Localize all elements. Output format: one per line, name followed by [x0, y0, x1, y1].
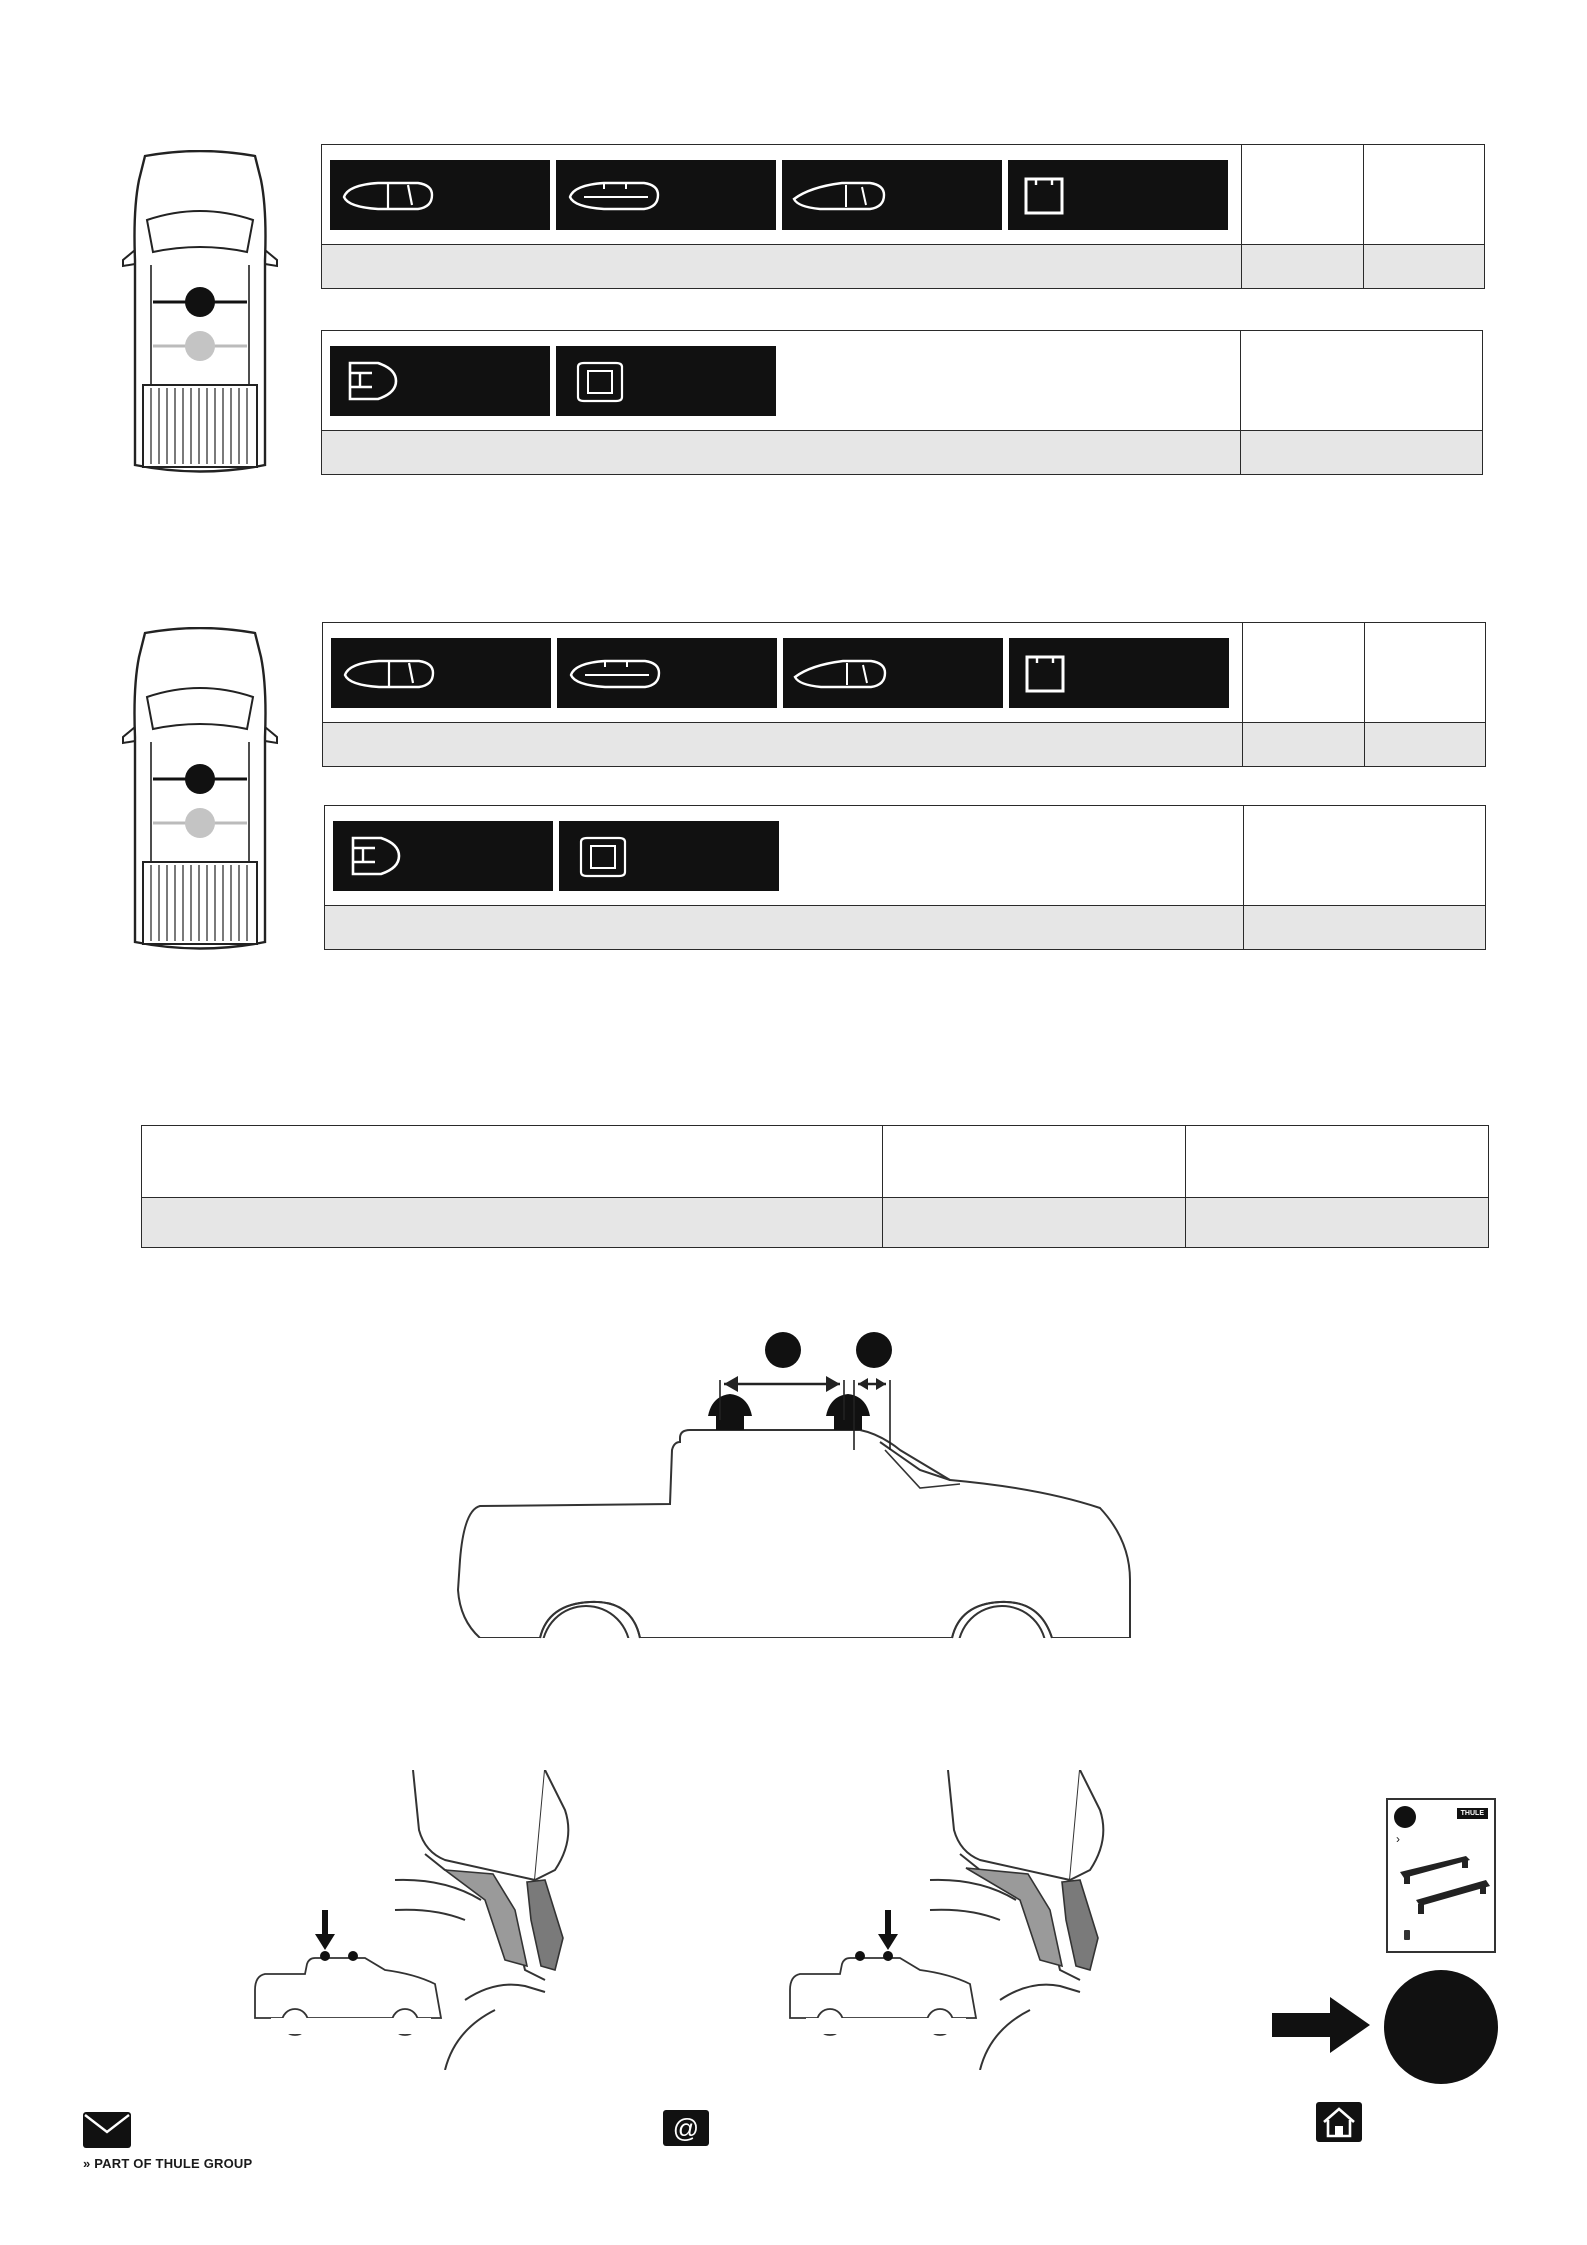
wingbar-evo-icon — [331, 638, 551, 708]
tail-value-a-1 — [322, 431, 1241, 475]
wingbar-edge-flush-icon — [783, 638, 1003, 708]
wingbar-edge-icon — [556, 160, 776, 230]
measurement-table — [141, 1125, 1489, 1248]
dimension-marker-a — [765, 1332, 801, 1368]
vehicle-top-view-b — [115, 627, 285, 952]
mail-icon — [83, 2112, 131, 2148]
instruction-guide-card — [1386, 1798, 1496, 1953]
vehicle-top-view-a — [115, 150, 285, 475]
fitting-step-right — [780, 1770, 1160, 2070]
profile-value-b-1 — [323, 723, 1243, 767]
measure-header-1 — [142, 1126, 883, 1198]
profile-value-a-3 — [1363, 245, 1484, 289]
guide-card-small-icon — [1404, 1930, 1410, 1940]
slidebar-icon — [559, 821, 779, 891]
squarebar-icon — [1008, 160, 1228, 230]
roof-rack-icon — [1396, 1850, 1492, 1920]
thule-group-label: PART OF THULE GROUP — [94, 2156, 253, 2171]
profile-value-a-1 — [322, 245, 1242, 289]
profile-value-b-3 — [1364, 723, 1485, 767]
thule-group-text — [83, 2156, 252, 2171]
thule-logo: THULE — [1457, 1808, 1488, 1819]
roof-foot-front — [708, 1394, 752, 1430]
svg-text:@: @ — [672, 2113, 700, 2143]
measure-value-2 — [883, 1198, 1186, 1248]
wingbar-edge-flush-icon — [782, 160, 1002, 230]
home-icon — [1316, 2102, 1362, 2142]
step-circle — [1384, 1970, 1498, 2084]
arrow-right-icon — [1272, 1995, 1372, 2055]
bar-profile-table-b — [322, 622, 1486, 767]
wingbar-evo-icon — [330, 160, 550, 230]
slidebar-icon — [556, 346, 776, 416]
guide-card-marker — [1394, 1806, 1416, 1828]
measure-value-3 — [1186, 1198, 1489, 1248]
chevron-double-icon: » — [83, 2156, 95, 2171]
email-at-icon — [663, 2110, 709, 2146]
guide-card-chevron-icon: › — [1396, 1832, 1400, 1846]
bar-profile-table-a — [321, 144, 1485, 289]
measure-header-3 — [1186, 1126, 1489, 1198]
measure-value-1 — [142, 1198, 883, 1248]
bar-profile-table-a-2 — [321, 330, 1483, 475]
squarebar-icon — [1009, 638, 1229, 708]
probar-icon — [330, 346, 550, 416]
tail-value-b-1 — [325, 906, 1244, 950]
dimension-marker-b — [856, 1332, 892, 1368]
roof-foot-rear — [826, 1394, 870, 1430]
fitting-step-left — [245, 1770, 625, 2070]
tail-value-a-2 — [1241, 431, 1483, 475]
vehicle-side-view-diagram — [440, 1320, 1200, 1710]
profile-value-a-2 — [1242, 245, 1363, 289]
bar-profile-table-b-2 — [324, 805, 1486, 950]
profile-value-b-2 — [1243, 723, 1364, 767]
tail-value-b-2 — [1244, 906, 1486, 950]
wingbar-edge-icon — [557, 638, 777, 708]
probar-icon — [333, 821, 553, 891]
measure-header-2 — [883, 1126, 1186, 1198]
